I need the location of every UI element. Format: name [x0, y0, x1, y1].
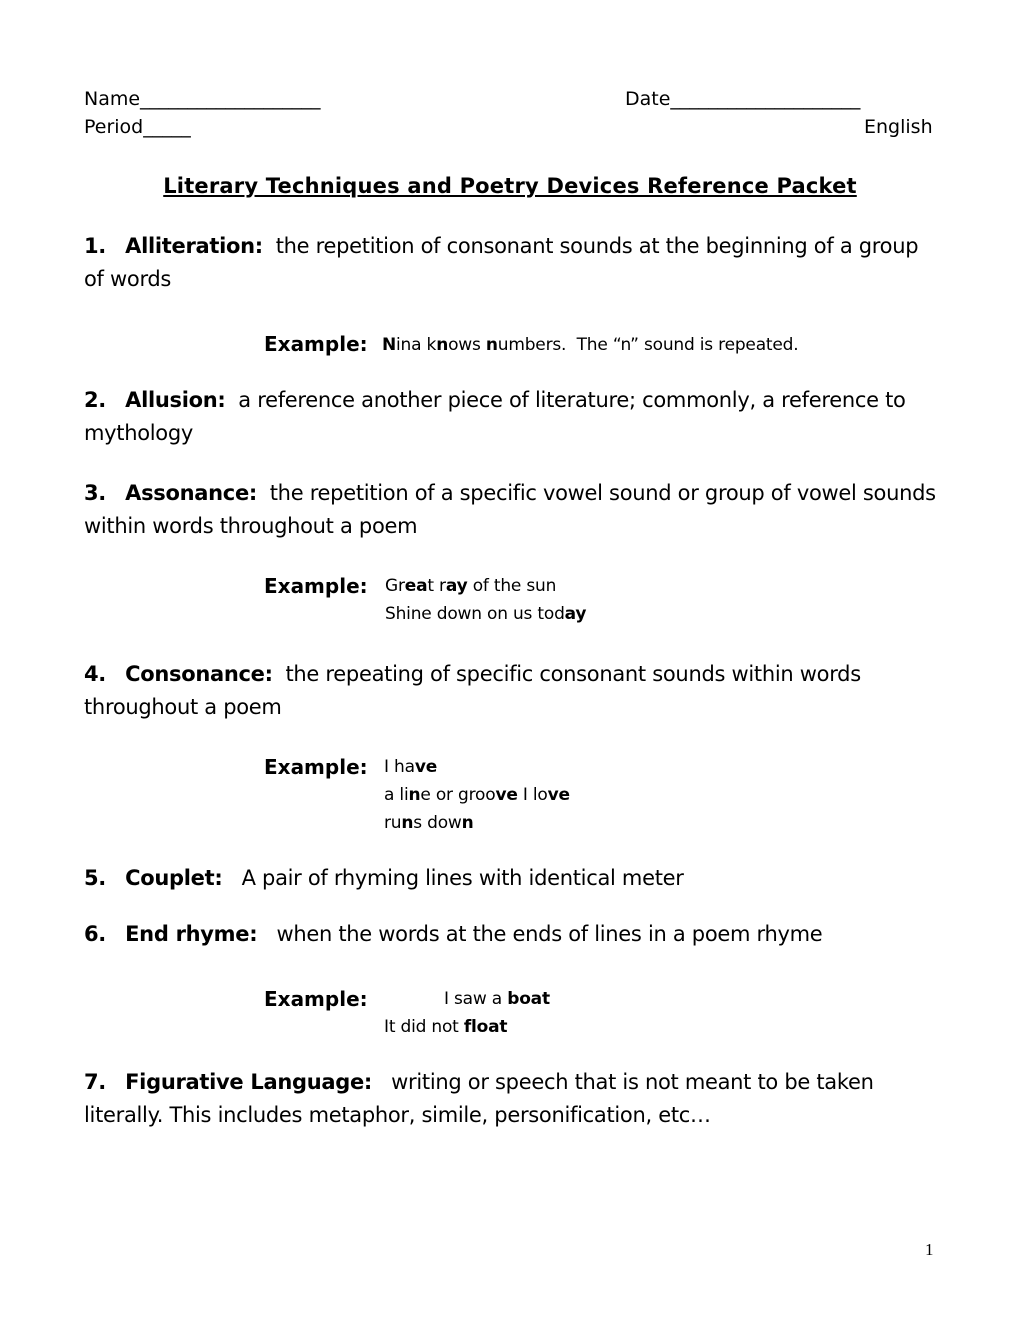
- example-text: ru: [384, 813, 402, 833]
- example-text: e or groo: [420, 785, 496, 805]
- entry-term: Allusion:: [125, 388, 226, 412]
- entry-term: Couplet:: [125, 866, 223, 890]
- example-text: It did not: [384, 1017, 464, 1037]
- entry-allusion: [84, 384, 944, 450]
- entry-term: End rhyme:: [125, 922, 258, 946]
- subject-label: English: [864, 116, 933, 138]
- emphasized-sound: ay: [564, 604, 587, 624]
- emphasized-sound: n: [401, 813, 414, 833]
- entry-number: 1.: [84, 234, 106, 258]
- example-line: [384, 1017, 507, 1037]
- period-field-label: Period_____: [84, 116, 191, 138]
- example-text: ows: [448, 335, 486, 355]
- entry-number: 5.: [84, 866, 106, 890]
- example-line: [384, 757, 437, 777]
- example-label: Example:: [264, 332, 368, 356]
- entry-number: 4.: [84, 662, 106, 686]
- example-label: Example:: [264, 755, 368, 779]
- entry-term: Consonance:: [125, 662, 273, 686]
- emphasized-sound: ve: [414, 757, 438, 777]
- entry-definition: a reference another piece of literature; commonly, a reference to mythology: [84, 388, 906, 445]
- emphasized-sound: n: [461, 813, 474, 833]
- entry-definition: the repeating of specific consonant sounds within words throughout a poem: [84, 662, 861, 719]
- emphasized-sound: n: [408, 785, 421, 805]
- example-label: Example:: [264, 574, 368, 598]
- emphasized-sound: boat: [507, 989, 550, 1009]
- example-line: [384, 813, 474, 833]
- emphasized-sound: N: [382, 335, 397, 355]
- example-text: a li: [384, 785, 409, 805]
- entry-definition: the repetition of consonant sounds at the beginning of a group of words: [84, 234, 919, 291]
- example-text: Gr: [385, 576, 405, 596]
- entry-definition: when the words at the ends of lines in a poem rhyme: [276, 922, 823, 946]
- emphasized-sound: ay: [445, 576, 468, 596]
- entry-assonance: [84, 477, 944, 543]
- emphasized-sound: ea: [404, 576, 428, 596]
- example-label: Example:: [264, 987, 368, 1011]
- date-field-label: Date____________________: [625, 88, 861, 110]
- page-title: Literary Techniques and Poetry Devices Reference Packet: [163, 174, 857, 198]
- emphasized-sound: n: [485, 335, 498, 355]
- example-text: I ha: [384, 757, 415, 777]
- example-text: of the sun: [467, 576, 557, 596]
- entry-definition: A pair of rhyming lines with identical meter: [241, 866, 684, 890]
- example-line: [444, 989, 550, 1009]
- name-field-label: Name___________________: [84, 88, 321, 110]
- example-text: umbers. The “n” sound is repeated.: [497, 335, 799, 355]
- example-line: [385, 604, 586, 624]
- example-text: I saw a: [444, 989, 508, 1009]
- entry-definition: the repetition of a specific vowel sound or group of vowel sounds within words throughout a poem: [84, 481, 936, 538]
- emphasized-sound: ve: [495, 785, 518, 805]
- page-number: 1: [925, 1240, 934, 1259]
- example-text: I lo: [517, 785, 548, 805]
- entry-couplet: [84, 862, 944, 895]
- emphasized-sound: ve: [547, 785, 570, 805]
- entry-number: 2.: [84, 388, 106, 412]
- example-line: [385, 576, 556, 596]
- entry-term: Assonance:: [125, 481, 257, 505]
- entry-number: 6.: [84, 922, 106, 946]
- example-text: t r: [427, 576, 446, 596]
- entry-number: 7.: [84, 1070, 106, 1094]
- example-line: [384, 785, 570, 805]
- example-text: ina k: [396, 335, 437, 355]
- entry-end-rhyme: [84, 918, 944, 951]
- entry-definition: writing or speech that is not meant to be taken literally. This includes metaphor, simile, personification, etc…: [84, 1070, 874, 1127]
- example-line: [382, 335, 798, 355]
- emphasized-sound: float: [463, 1017, 508, 1037]
- entry-term: Alliteration:: [125, 234, 263, 258]
- example-text: Shine down on us tod: [385, 604, 565, 624]
- entry-figurative-language: [84, 1066, 944, 1132]
- emphasized-sound: n: [436, 335, 449, 355]
- entry-alliteration: [84, 230, 944, 296]
- entry-term: Figurative Language:: [125, 1070, 373, 1094]
- example-text: s dow: [413, 813, 462, 833]
- entry-consonance: [84, 658, 944, 724]
- entry-number: 3.: [84, 481, 106, 505]
